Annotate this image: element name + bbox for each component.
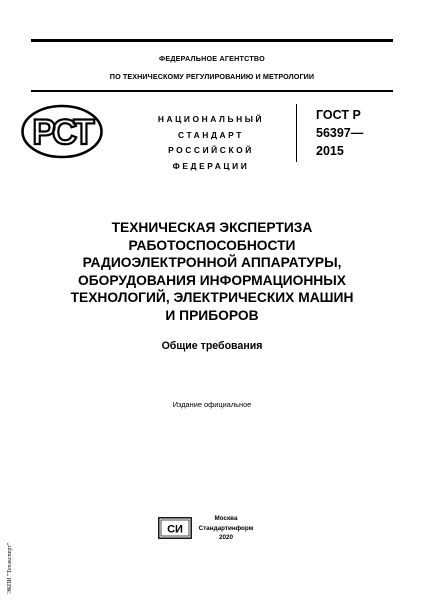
title-line: ОБОРУДОВАНИЯ ИНФОРМАЦИОННЫХ — [78, 272, 346, 288]
publisher-logo-text: СИ — [167, 523, 183, 536]
gost-logo-text: РСТ — [32, 113, 92, 152]
designation-line: 2015 — [316, 144, 344, 158]
designation-line: ГОСТ Р — [316, 108, 361, 122]
status-line: СТАНДАРТ — [178, 129, 244, 140]
agency-name-line2: ПО ТЕХНИЧЕСКОМУ РЕГУЛИРОВАНИЮ И МЕТРОЛОГИИ — [109, 72, 315, 81]
header-rule — [31, 90, 393, 92]
standard-designation — [316, 106, 396, 160]
standartinform-logo-icon — [158, 517, 192, 539]
publisher-city: Москва — [214, 515, 238, 522]
designation-line: 56397— — [316, 126, 364, 140]
edition-label: Издание официальное — [172, 400, 252, 409]
vertical-divider — [296, 104, 297, 162]
document-subtitle: Общие требования — [161, 340, 263, 352]
status-line: ФЕДЕРАЦИИ — [172, 160, 250, 171]
publisher-name: Стандартинформ — [198, 524, 254, 532]
agency-name-line1: ФЕДЕРАЛЬНОЕ АГЕНТСТВО — [159, 54, 265, 63]
document-title — [40, 219, 384, 325]
top-rule — [31, 39, 393, 42]
status-line: НАЦИОНАЛЬНЫЙ — [157, 114, 265, 124]
title-line: РАБОТОСПОСОБНОСТИ — [128, 237, 296, 253]
title-line: РАДИОЭЛЕКТРОННОЙ АППАРАТУРЫ, — [82, 255, 342, 271]
publisher-year: 2020 — [218, 534, 233, 541]
side-note — [2, 470, 16, 596]
title-line: И ПРИБОРОВ — [165, 307, 259, 323]
status-line: РОССИЙСКОЙ — [168, 145, 254, 155]
title-line: ТЕХНОЛОГИЙ, ЭЛЕКТРИЧЕСКИХ МАШИН — [70, 290, 354, 306]
gost-r-mark-icon — [20, 103, 104, 160]
standard-status — [138, 112, 284, 174]
side-note-text: ЭКПИ "Техэксперт" — [7, 542, 13, 594]
title-line: ТЕХНИЧЕСКАЯ ЭКСПЕРТИЗА — [111, 220, 313, 235]
publisher-imprint — [196, 514, 256, 543]
